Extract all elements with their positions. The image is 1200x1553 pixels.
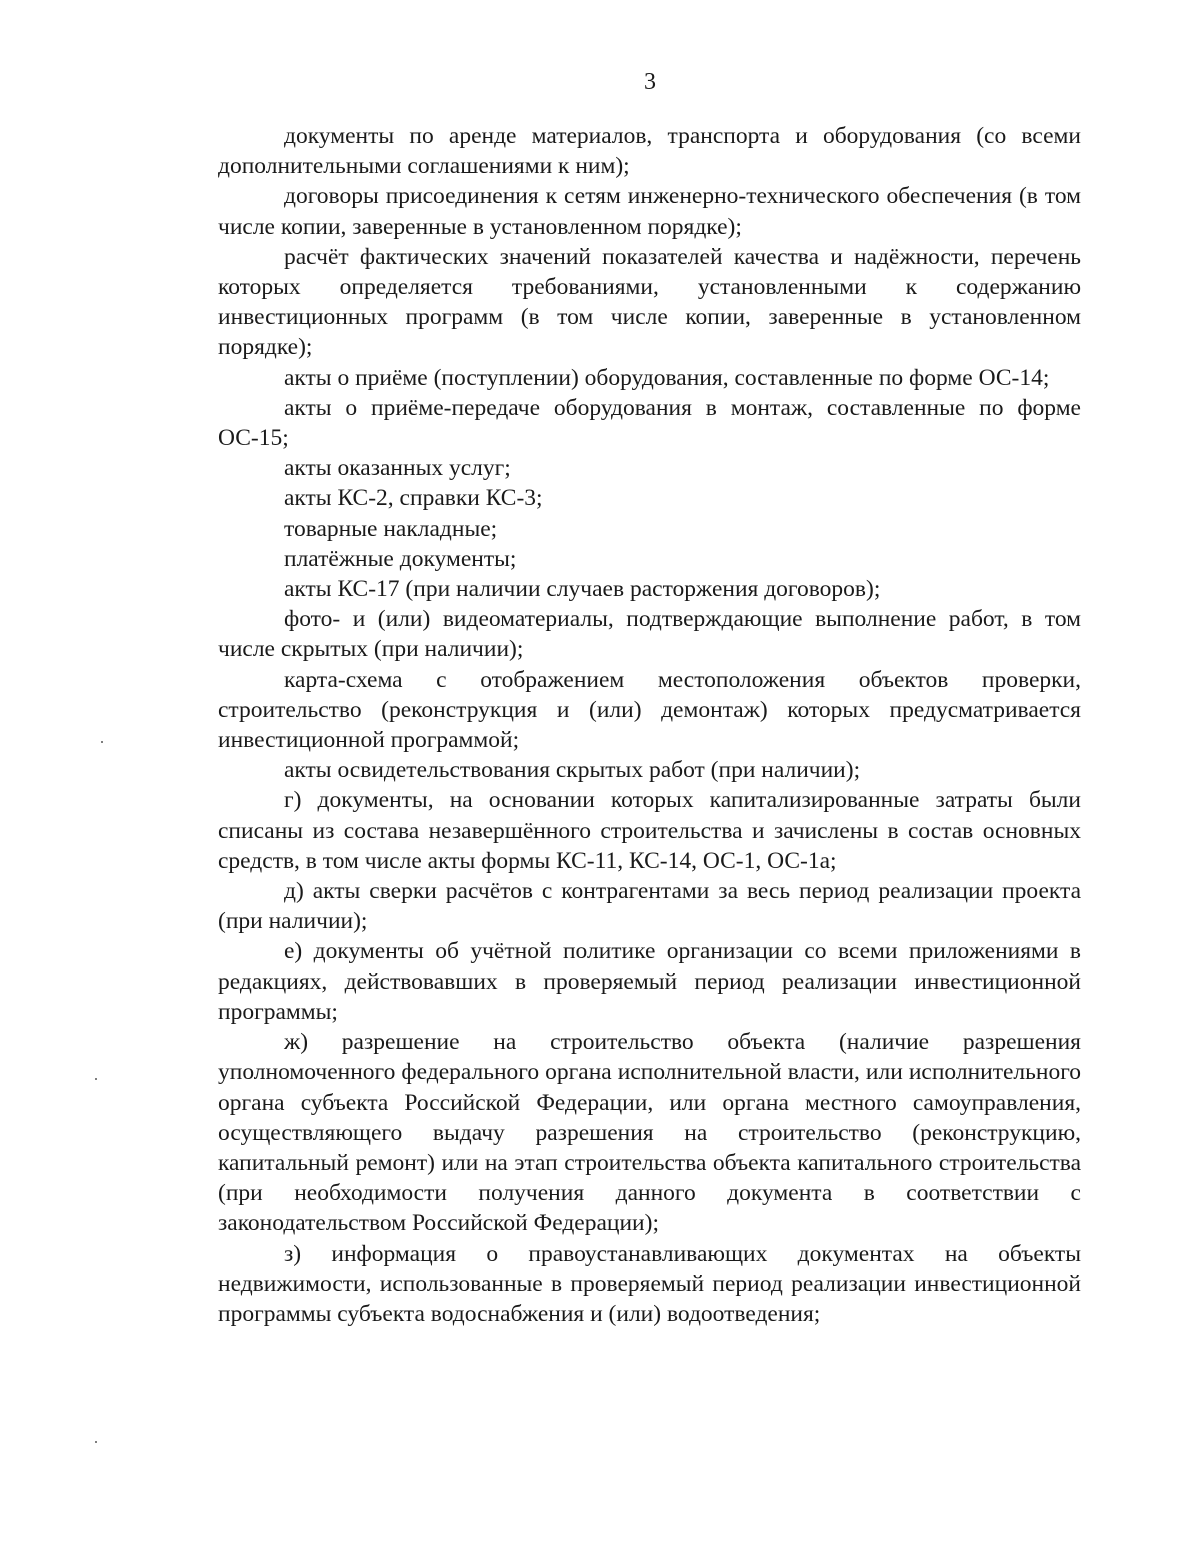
paragraph-item-z: з) информация о правоустанавливающих документах на объекты недвижимости, использованные в проверяемый период реализации инвестиционной программы субъекта водоснабжения и (или) водоотведения;	[218, 1240, 1081, 1327]
paragraph-ks2-ks3: акты КС-2, справки КС-3;	[284, 485, 543, 512]
paragraph-payment-documents: платёжные документы;	[284, 545, 517, 572]
paragraph-invoices: товарные накладные;	[284, 515, 498, 542]
page-number: 3	[644, 69, 656, 95]
paragraph-site-map: карта-схема с отображением местоположения объектов проверки, строительство (реконструкция и (или) демонтаж) которых предусматривается инвестиционной программой;	[218, 666, 1081, 754]
paragraph-os15-acts: акты о приёме-передаче оборудования в монтаж, составленные по форме ОС-15;	[218, 394, 1081, 452]
paragraph-item-e: е) документы об учётной политике организации со всеми приложениями в редакциях, действовавших в проверяемый период реализации инвестиционной программы;	[218, 938, 1081, 1025]
scan-speck	[95, 1441, 97, 1443]
paragraph-item-zh: ж) разрешение на строительство объекта (наличие разрешения уполномоченного федерального органа исполнительной власти, или исполнительного органа субъекта Российской Федерации, или органа местного самоуправления, осуществляющего выдачу разрешения на строительство (реконструкцию, капитальный ремонт) или на этап строительства объекта капитального строительства (при необходимости получения данного документа в соответствии с законодательством Российской Федерации);	[218, 1029, 1081, 1237]
paragraph-ks17: акты КС-17 (при наличии случаев расторжения договоров);	[284, 576, 881, 603]
paragraph-quality-indicators: расчёт фактических значений показателей качества и надёжности, перечень которых определяется требованиями, установленными к содержанию инвестиционных программ (в том числе копии, заверенные в установленном порядке);	[218, 243, 1081, 361]
paragraph-hidden-works: акты освидетельствования скрытых работ (при наличии);	[284, 757, 861, 784]
scan-speck	[95, 1078, 97, 1080]
paragraph-item-d: д) акты сверки расчётов с контрагентами за весь период реализации проекта (при наличии);	[218, 878, 1081, 935]
document-body	[218, 121, 1081, 1329]
paragraph-rent-documents: документы по аренде материалов, транспорта и оборудования (со всеми дополнительными соглашениями к ним);	[218, 123, 1081, 180]
paragraph-connection-contracts: договоры присоединения к сетям инженерно-технического обеспечения (в том числе копии, заверенные в установленном порядке);	[218, 183, 1081, 240]
scan-speck	[101, 741, 103, 743]
paragraph-photo-video: фото- и (или) видеоматериалы, подтверждающие выполнение работ, в том числе скрытых (при наличии);	[218, 606, 1081, 663]
paragraph-os14-acts: акты о приёме (поступлении) оборудования, составленные по форме ОС-14;	[284, 364, 1050, 391]
paragraph-item-g: г) документы, на основании которых капитализированные затраты были списаны из состава незавершённого строительства и зачислены в состав основных средств, в том числе акты формы КС-11, КС-14, ОС-1, ОС-1а;	[218, 787, 1081, 874]
paragraph-services-acts: акты оказанных услуг;	[284, 455, 511, 482]
